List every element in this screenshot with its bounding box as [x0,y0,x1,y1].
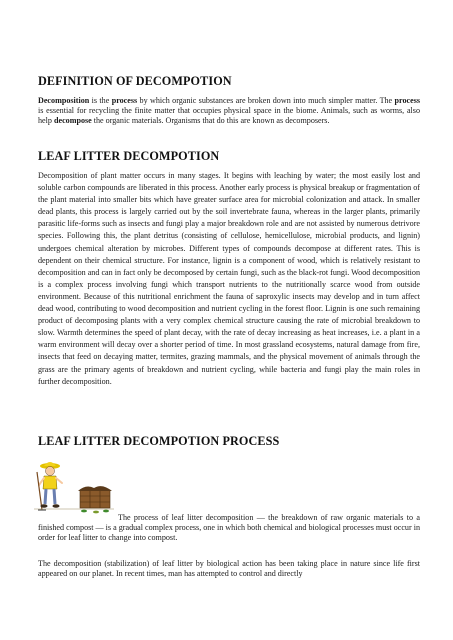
bold-term: decompose [53,116,92,126]
paragraph-definition [38,96,420,126]
bold-term: process [394,96,421,105]
paragraph-process-1: The process of leaf litter decomposition — the breakdown of raw organic materials to a finished compost — is a gradual complex process, one in which both chemical and biological processes must occur in order for leaf litter to change into compost. [38,513,420,543]
heading-leaf-litter: LEAF LITTER DECOMPOTION [38,149,220,163]
text-run: by which organic substances are broken down into much simpler matter. The [137,96,395,105]
text-run: the organic materials. Organisms that do this are known as decomposers. [91,116,330,126]
paragraph-process-2: The decomposition (stabilization) of leaf litter by biological action has been taking place in nature since life first appeared on our planet. In recent times, man has attempted to control and directly [38,559,420,579]
paragraph-leaf-litter: Decomposition of plant matter occurs in many stages. It begins with leaching by water; the most easily lost and soluble carbon compounds are liberated in this process. Another early process is physical breakup or fragmentation of the plant material into smaller bits which have greater surface area for microbial colonization and attack. In smaller dead plants, this process is largely carried out by the soil invertebrate fauna, whereas in the larger plants, primarily parasitic life-forms such as insects and fungi play a major breakdown role and are not assisted by numerous detrivore species. Following this, the plant detritus (consisting of cellulose, hemicellulose, microbial products, and lignin) undergoes chemical alteration by microbes. Different types of compounds decompose at different rates. This is dependent on their chemical structure. For instance, lignin is a component of wood, which is relatively resistant to decomposition and can in fact only be decomposed by certain fungi, such as the black-rot fungi. Wood decomposition is a complex process involving fungi which transport nutrients to the nutritionally scarce wood from outside environment. Because of this nutritional enrichment the fauna of saproxylic insects may develop and in turn affect dead wood, contributing to wood decomposition and nutrient cycling in the forest floor. Lignin is one such remaining product of decomposing plants with a very complex chemical structure causing the rate of microbial breakdown to slow. Warmth determines the speed of plant decay, with the rate of decay increasing as heat increases, i.e. a plant in a warm environment will decay over a shorter period of time. In most grassland ecosystems, natural damage from fire, insects that feed on decaying matter, termites, grazing mammals, and the physical movement of animals through the grass are the primary agents of breakdown and nutrient cycling, while bacteria and fungi play the main roles in further decomposition. [38,171,420,386]
bold-term: Decomposition [38,96,90,105]
gardener-compost-illustration [34,458,114,516]
heading-leaf-litter-process: LEAF LITTER DECOMPOTION PROCESS [38,434,280,448]
text-run: is essential for recycling the finite matter that occupies physical space in the biome. Animals, such as worms, also help [38,106,420,126]
heading-definition: DEFINITION OF DECOMPOTION [38,74,232,88]
bold-term: process [111,96,138,105]
text-run: is the [89,96,112,105]
